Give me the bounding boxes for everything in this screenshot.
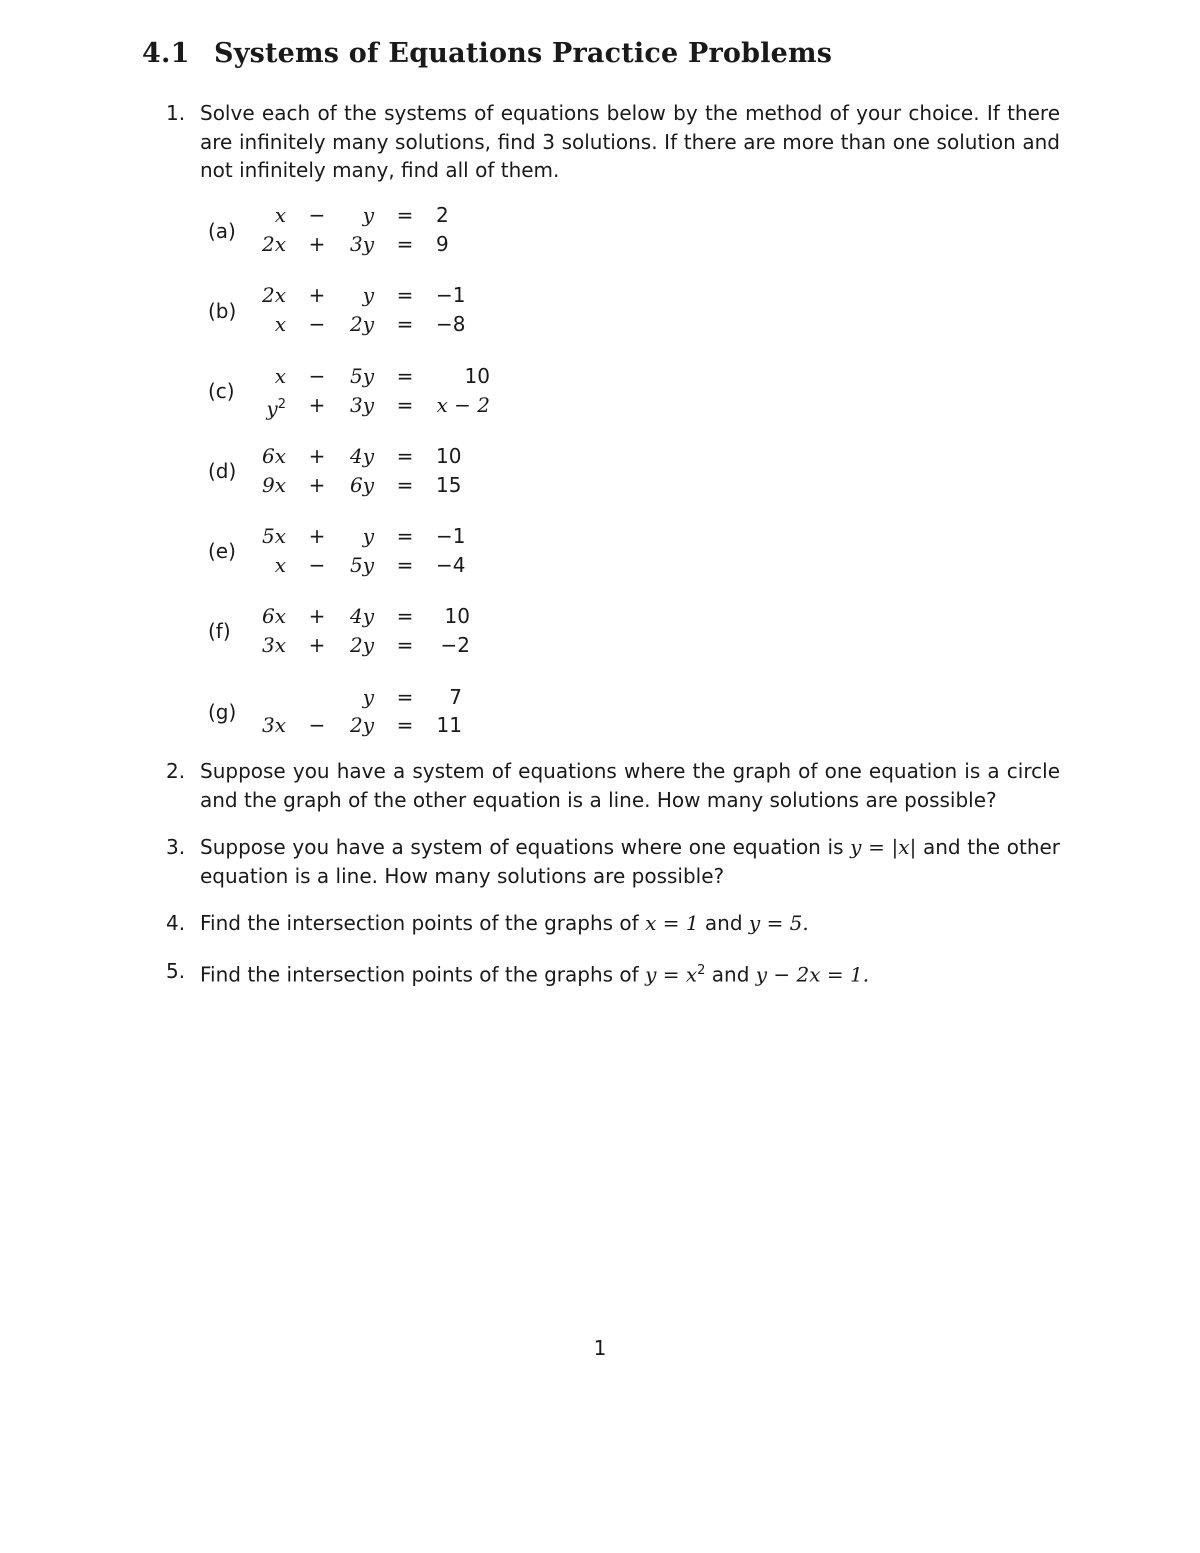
operator: − [308, 203, 326, 227]
term: x [274, 364, 286, 388]
operator: − [308, 713, 326, 737]
term: y [362, 203, 374, 227]
equals-sign: = [396, 312, 414, 336]
problem-4 [166, 909, 1066, 938]
rhs: −1 [436, 524, 466, 548]
term: 6y [349, 473, 374, 497]
rhs: x − 2 [436, 393, 490, 417]
term: 6x [261, 604, 286, 628]
equals-sign: = [396, 203, 414, 227]
equals-sign: = [396, 393, 414, 417]
equals-sign: = [396, 685, 414, 709]
equals-sign: = [396, 444, 414, 468]
problem-number: 5. [166, 959, 186, 983]
system-label-d: (d) [208, 459, 237, 483]
operator: + [308, 444, 326, 468]
equals-sign: = [396, 283, 414, 307]
term: $y^2$ [266, 396, 286, 421]
term: 6x [261, 444, 286, 468]
term: x [274, 553, 286, 577]
system-label-a: (a) [208, 219, 236, 243]
operator: + [308, 524, 326, 548]
system-label-b: (b) [208, 299, 237, 323]
term: y [362, 524, 374, 548]
rhs: 10 [444, 604, 470, 628]
equals-sign: = [396, 232, 414, 256]
equals-sign: = [396, 553, 414, 577]
operator: + [308, 232, 326, 256]
operator: + [308, 604, 326, 628]
rhs: 9 [436, 232, 449, 256]
operator: + [308, 633, 326, 657]
rhs: 11 [436, 713, 462, 737]
problem-number: 1. [166, 101, 186, 125]
problem-text: Solve each of the systems of equations below by the method of your choice. If there are infinitely many solutions, find 3 solutions. If there are more than one solution and not infinitely many, find all of them. [200, 101, 1060, 182]
term: 3x [261, 713, 286, 737]
rhs: −8 [436, 312, 466, 336]
system-label-c: (c) [208, 379, 235, 403]
problem-number: 2. [166, 759, 186, 783]
operator: − [308, 553, 326, 577]
rhs: 7 [449, 685, 462, 709]
rhs: 10 [436, 444, 462, 468]
rhs: −2 [440, 633, 470, 657]
term: 4y [349, 444, 374, 468]
problem-number: 4. [166, 911, 186, 935]
equals-sign: = [396, 524, 414, 548]
operator: + [308, 393, 326, 417]
rhs: 2 [436, 203, 449, 227]
term: y [362, 283, 374, 307]
section-title: Systems of Equations Practice Problems [214, 38, 833, 69]
equals-sign: = [396, 604, 414, 628]
equals-sign: = [396, 633, 414, 657]
problem-text: Suppose you have a system of equations where one equation is y = |x| and the other equation is a line. How many solutions are possible? [200, 835, 1061, 888]
term: 3y [349, 393, 374, 417]
term: 3y [349, 232, 374, 256]
term: x [274, 203, 286, 227]
system-label-g: (g) [208, 700, 237, 724]
term: y [362, 685, 374, 709]
term: 2x [261, 232, 286, 256]
equals-sign: = [396, 473, 414, 497]
problem-number: 3. [166, 835, 186, 859]
term: 2y [349, 713, 374, 737]
rhs: −1 [436, 283, 466, 307]
term: 5y [349, 553, 374, 577]
term: 2y [349, 633, 374, 657]
system-label-f: (f) [208, 619, 231, 643]
term: 5y [349, 364, 374, 388]
rhs: −4 [436, 553, 466, 577]
term: 2y [349, 312, 374, 336]
term: 4y [349, 604, 374, 628]
problem-text: Find the intersection points of the graphs of $y = x^2$ and y − 2x = 1. [200, 962, 870, 987]
term: 2x [261, 283, 286, 307]
section-number: 4.1 [142, 38, 190, 69]
rhs: 15 [436, 473, 462, 497]
problem-5 [166, 957, 1066, 989]
operator: + [308, 473, 326, 497]
term: 3x [261, 633, 286, 657]
problem-2 [166, 757, 1066, 814]
term: 9x [261, 473, 286, 497]
problem-text: Find the intersection points of the graphs of x = 1 and y = 5. [200, 911, 809, 935]
operator: − [308, 364, 326, 388]
page-number: 1 [593, 1336, 607, 1360]
term: 5x [261, 524, 286, 548]
term: x [274, 312, 286, 336]
equals-sign: = [396, 364, 414, 388]
equals-sign: = [396, 713, 414, 737]
problem-text: Suppose you have a system of equations where the graph of one equation is a circle and the graph of the other equation is a line. How many solutions are possible? [200, 759, 1060, 812]
operator: − [308, 312, 326, 336]
section-heading [142, 38, 832, 69]
operator: + [308, 283, 326, 307]
system-label-e: (e) [208, 539, 236, 563]
problem-1 [166, 99, 1066, 185]
rhs: 10 [464, 364, 490, 388]
problem-3 [166, 833, 1066, 890]
